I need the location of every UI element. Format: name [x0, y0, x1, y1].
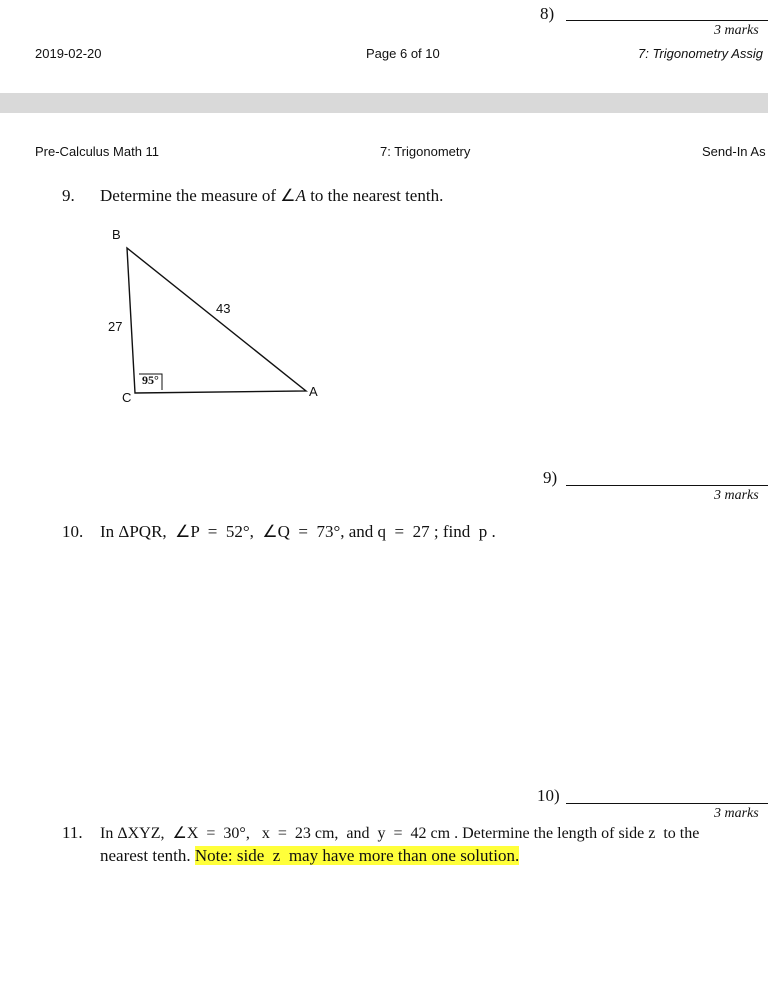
q10-number: 10. — [62, 522, 84, 541]
answer-10-number: 10) — [537, 786, 560, 805]
answer-9-number: 9) — [543, 468, 558, 487]
header-course: Pre-Calculus Math 11 — [35, 144, 160, 159]
triangle-abc — [127, 248, 306, 393]
answer-9-marks: 3 marks — [714, 488, 759, 503]
footer-date: 2019-02-20 — [35, 46, 102, 61]
answer-10-marks: 3 marks — [714, 806, 759, 821]
header-unit: 7: Trigonometry — [380, 144, 471, 159]
answer-9-line[interactable] — [566, 485, 768, 486]
vertex-b-label: B — [112, 227, 121, 242]
vertex-c-label: C — [122, 390, 132, 405]
q9-number: 9. — [62, 186, 75, 205]
answer-8-marks: 3 marks — [714, 23, 759, 38]
q11-line1: In ΔXYZ, ∠X = 30°, x = 23 cm, and y = 42 cm . Determine the length of side z to the — [100, 825, 700, 842]
q11-number: 11. — [62, 823, 83, 842]
answer-8-number: 8) — [540, 4, 555, 23]
header-type: Send-In As — [702, 144, 766, 159]
q11-note-highlight: Note: side z may have more than one solution. — [194, 846, 520, 865]
answer-10-line[interactable] — [566, 803, 768, 804]
angle-c-label: 95° — [142, 373, 159, 387]
footer-unit: 7: Trigonometry Assig — [638, 46, 763, 61]
side-ab-label: 43 — [216, 301, 231, 316]
side-bc-label: 27 — [108, 319, 123, 334]
footer-page: Page 6 of 10 — [366, 46, 440, 61]
vertex-a-label: A — [309, 384, 318, 399]
q10-text: In ΔPQR, ∠P = 52°, ∠Q = 73°, and q = 27 ; find p . — [100, 522, 496, 541]
q9-text: Determine the measure of ∠A to the nearest tenth. — [100, 186, 444, 205]
q11-line2: nearest tenth. Note: side z may have more than one solution. — [100, 846, 520, 865]
